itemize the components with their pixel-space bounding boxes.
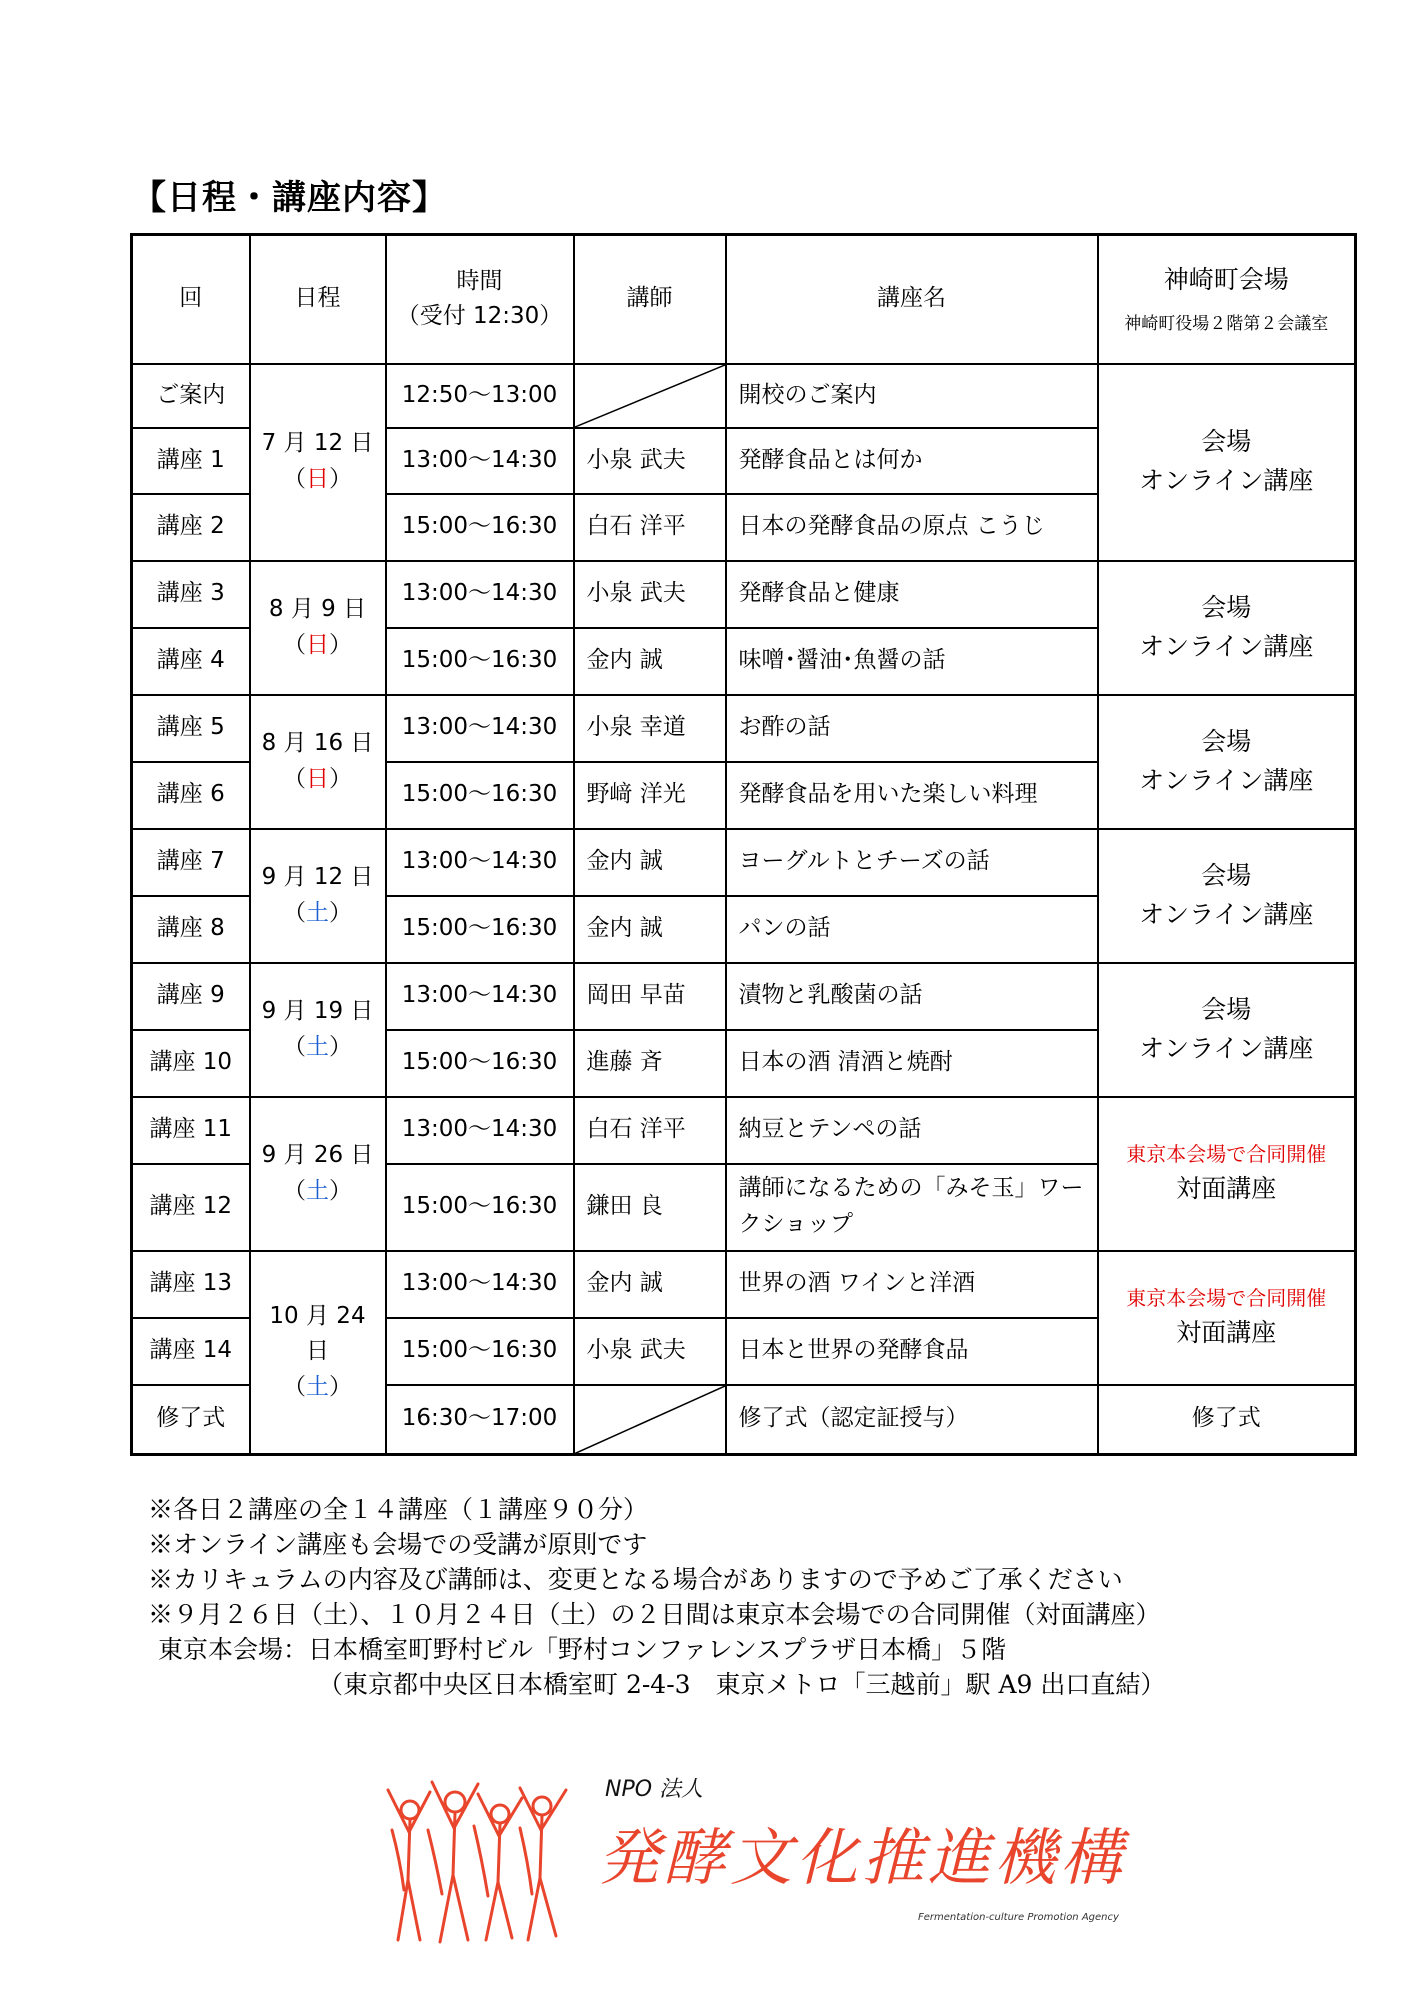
header-venue-name: 神崎町会場 <box>1163 264 1289 294</box>
date-text: 8 月 16 日 <box>261 729 374 756</box>
course-title: 味噌･醤油･魚醤の話 <box>726 628 1098 695</box>
header-venue-room: 神崎町役場２階第２会議室 <box>1124 314 1329 335</box>
venue-label: 対面講座 <box>1176 1317 1277 1347</box>
course-title: 発酵食品を用いた楽しい料理 <box>726 762 1098 829</box>
note-item: ※９月２６日（土）、１０月２４日（土）の２日間は東京本会場での合同開催（対面講座） <box>148 1600 1161 1629</box>
session-date: 7 月 12 日 （日） <box>250 364 386 561</box>
venue-type <box>1098 963 1356 1097</box>
lecturer-name: 金内 誠 <box>574 829 726 896</box>
lecturer-name: 小泉 武夫 <box>574 561 726 628</box>
lecturer-name: 進藤 斉 <box>574 1030 726 1097</box>
venue-label: オンライン講座 <box>1139 1033 1314 1063</box>
course-title: 日本の酒 清酒と焼酎 <box>726 1030 1098 1097</box>
course-title: 発酵食品と健康 <box>726 561 1098 628</box>
table-row <box>132 963 1356 1030</box>
course-title: 納豆とテンペの話 <box>726 1097 1098 1164</box>
blank-slash-icon <box>575 1386 725 1454</box>
header-time-label: 時間 <box>456 267 503 294</box>
notes <box>148 1492 1165 1702</box>
session-time: 15:00～16:30 <box>386 896 574 963</box>
session-date: 10 月 24 日 （土） <box>250 1251 386 1455</box>
session-number: 講座 11 <box>132 1097 250 1164</box>
session-number: 修了式 <box>132 1385 250 1455</box>
blank-slash-icon <box>575 365 725 427</box>
weekday-text: 日 <box>306 631 329 658</box>
session-number: 講座 7 <box>132 829 250 896</box>
session-time: 13:00～14:30 <box>386 695 574 762</box>
session-time: 15:00～16:30 <box>386 1030 574 1097</box>
date-text: 9 月 26 日 <box>261 1141 374 1168</box>
course-title: 漬物と乳酸菌の話 <box>726 963 1098 1030</box>
header-venue <box>1098 235 1356 364</box>
venue-label: 会場 <box>1201 726 1252 756</box>
session-number: 講座 12 <box>132 1164 250 1251</box>
date-text: 9 月 19 日 <box>261 997 374 1024</box>
session-number: 講座 14 <box>132 1318 250 1385</box>
lecturer-name: 鎌田 良 <box>574 1164 726 1251</box>
header-reception-time: （受付 12:30） <box>396 303 563 330</box>
session-date: 9 月 12 日 （土） <box>250 829 386 963</box>
session-time: 16:30～17:00 <box>386 1385 574 1455</box>
lecturer-name: 白石 洋平 <box>574 1097 726 1164</box>
date-text: 9 月 12 日 <box>261 863 374 890</box>
lecturer-name: 金内 誠 <box>574 628 726 695</box>
session-date: 9 月 26 日 （土） <box>250 1097 386 1251</box>
course-title: 開校のご案内 <box>726 364 1098 428</box>
venue-label: 対面講座 <box>1176 1173 1277 1203</box>
joint-venue-note: 東京本会場で合同開催 <box>1126 1285 1327 1310</box>
header-lecturer: 講師 <box>574 235 726 364</box>
lecturer-blank <box>574 364 726 428</box>
weekday-text: 日 <box>306 466 329 492</box>
date-text: 10 月 24 日 <box>269 1302 366 1365</box>
session-time: 15:00～16:30 <box>386 762 574 829</box>
lecturer-name: 金内 誠 <box>574 1251 726 1318</box>
session-time: 15:00～16:30 <box>386 494 574 561</box>
lecturer-name: 金内 誠 <box>574 896 726 963</box>
course-title: 日本と世界の発酵食品 <box>726 1318 1098 1385</box>
course-title: 修了式（認定証授与） <box>726 1385 1098 1455</box>
session-time: 13:00～14:30 <box>386 1097 574 1164</box>
lecturer-blank <box>574 1385 726 1455</box>
table-row <box>132 1097 1356 1164</box>
session-time: 15:00～16:30 <box>386 1164 574 1251</box>
weekday-text: 土 <box>306 899 329 926</box>
session-number: 講座 5 <box>132 695 250 762</box>
note-item: ※オンライン講座も会場での受講が原則です <box>148 1530 648 1559</box>
note-item: ※各日２講座の全１４講座（１講座９０分） <box>148 1495 649 1524</box>
venue-ceremony: 修了式 <box>1098 1385 1356 1455</box>
note-item: ※カリキュラムの内容及び講師は、変更となる場合がありますので予めご了承ください <box>148 1565 1123 1594</box>
venue-type <box>1098 695 1356 829</box>
table-row <box>132 561 1356 628</box>
session-date: 8 月 9 日 （日） <box>250 561 386 695</box>
venue-label: オンライン講座 <box>1139 765 1314 795</box>
session-number: 講座 13 <box>132 1251 250 1318</box>
session-number: 講座 4 <box>132 628 250 695</box>
session-number: 講座 2 <box>132 494 250 561</box>
session-number: 講座 1 <box>132 428 250 494</box>
session-date: 8 月 16 日 （日） <box>250 695 386 829</box>
session-time: 13:00～14:30 <box>386 561 574 628</box>
venue-label: 会場 <box>1201 994 1252 1024</box>
course-title: 発酵食品とは何か <box>726 428 1098 494</box>
lecturer-name: 岡田 早苗 <box>574 963 726 1030</box>
header-date: 日程 <box>250 235 386 364</box>
course-title: ヨーグルトとチーズの話 <box>726 829 1098 896</box>
weekday-text: 土 <box>306 1033 329 1060</box>
session-number: ご案内 <box>132 364 250 428</box>
note-venue: 東京本会場：日本橋室町野村ビル「野村コンファレンスプラザ日本橋」５階 <box>158 1635 1007 1664</box>
logo-org-name: 発酵文化推進機構 <box>598 1821 1127 1894</box>
session-time: 15:00～16:30 <box>386 628 574 695</box>
lecturer-name: 白石 洋平 <box>574 494 726 561</box>
course-title: パンの話 <box>726 896 1098 963</box>
table-row <box>132 1251 1356 1318</box>
table-row <box>132 829 1356 896</box>
page-title: 【日程・講座内容】 <box>132 178 447 218</box>
course-title: お酢の話 <box>726 695 1098 762</box>
venue-label: オンライン講座 <box>1139 899 1314 929</box>
header-time <box>386 235 574 364</box>
note-address: （東京都中央区日本橋室町 2-4-3 東京メトロ「三越前」駅 A9 出口直結） <box>318 1670 1166 1699</box>
venue-type <box>1098 829 1356 963</box>
venue-type <box>1098 1251 1356 1385</box>
session-number: 講座 9 <box>132 963 250 1030</box>
course-title: 講師になるための「みそ玉」ワークショップ <box>726 1164 1098 1251</box>
lecturer-name: 小泉 幸道 <box>574 695 726 762</box>
table-row <box>132 695 1356 762</box>
table-row <box>132 364 1356 428</box>
date-text: 7 月 12 日 <box>261 430 374 457</box>
venue-type <box>1098 561 1356 695</box>
dancing-people-icon <box>370 1770 590 1950</box>
lecturer-name: 野﨑 洋光 <box>574 762 726 829</box>
logo-npo-label: NPO 法人 <box>605 1777 704 1802</box>
header-course: 講座名 <box>726 235 1098 364</box>
date-text: 8 月 9 日 <box>268 595 367 622</box>
course-title: 日本の発酵食品の原点 こうじ <box>726 494 1098 561</box>
lecturer-name: 小泉 武夫 <box>574 1318 726 1385</box>
weekday-text: 土 <box>306 1374 329 1401</box>
session-time: 15:00～16:30 <box>386 1318 574 1385</box>
logo-english-name: Fermentation-culture Promotion Agency <box>918 1912 1119 1923</box>
weekday-text: 日 <box>306 765 329 792</box>
course-title: 世界の酒 ワインと洋酒 <box>726 1251 1098 1318</box>
joint-venue-note: 東京本会場で合同開催 <box>1126 1141 1327 1166</box>
session-time: 12:50～13:00 <box>386 364 574 428</box>
header-num: 回 <box>132 235 250 364</box>
session-time: 13:00～14:30 <box>386 829 574 896</box>
venue-label: オンライン講座 <box>1139 466 1314 495</box>
session-number: 講座 8 <box>132 896 250 963</box>
session-number: 講座 3 <box>132 561 250 628</box>
venue-type <box>1098 1097 1356 1251</box>
organization-logo <box>370 1770 1130 1950</box>
session-time: 13:00～14:30 <box>386 1251 574 1318</box>
schedule-table <box>130 233 1357 1456</box>
venue-label: 会場 <box>1201 592 1252 622</box>
venue-label: 会場 <box>1201 427 1252 457</box>
table-header-row <box>132 235 1356 364</box>
session-number: 講座 6 <box>132 762 250 829</box>
venue-type <box>1098 364 1356 561</box>
venue-label: 会場 <box>1201 860 1252 890</box>
session-time: 13:00～14:30 <box>386 428 574 494</box>
lecturer-name: 小泉 武夫 <box>574 428 726 494</box>
venue-label: オンライン講座 <box>1139 631 1314 661</box>
weekday-text: 土 <box>306 1177 329 1204</box>
session-date: 9 月 19 日 （土） <box>250 963 386 1097</box>
session-time: 13:00～14:30 <box>386 963 574 1030</box>
session-number: 講座 10 <box>132 1030 250 1097</box>
